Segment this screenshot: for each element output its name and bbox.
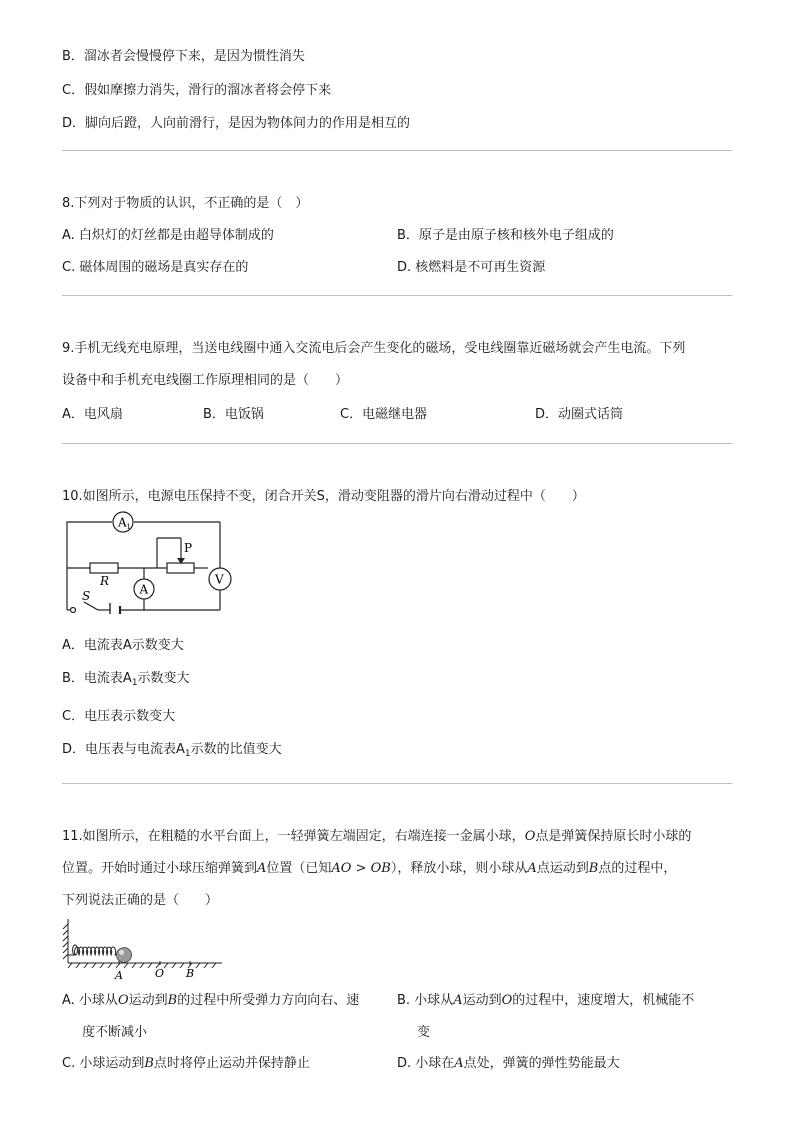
switch-s-label: S — [82, 589, 91, 603]
q11-stem-line3: 下列说法正确的是（ ） — [62, 893, 219, 908]
circuit-diagram — [62, 508, 232, 614]
q11-option-a-line2: 度不断减小 — [82, 1025, 148, 1040]
ammeter-a1-label: A — [118, 515, 127, 530]
point-o-label: O — [155, 967, 165, 980]
q9-option-d: D．动圈式话筒 — [535, 407, 624, 422]
q7-option-d: D．脚向后蹬，人向前滑行，是因为物体间力的作用是相互的 — [62, 116, 411, 131]
q11-stem-line1: 11.如图所示，在粗糙的水平台面上，一轻弹簧左端固定，右端连接一金属小球，O点是弹簧保持原长时小球的 — [62, 829, 692, 844]
q8-option-a: A. 白炽灯的灯丝都是由超导体制成的 — [62, 228, 274, 243]
divider — [62, 295, 732, 296]
q11-stem-line2: 位置。开始时通过小球压缩弹簧到A位置（已知AO > OB），释放小球，则小球从A点运动到B点的过程中， — [62, 861, 677, 876]
point-b-label: B — [186, 967, 195, 980]
q10-option-c: C．电压表示数变大 — [62, 709, 176, 724]
spring-ball-diagram — [62, 915, 222, 981]
divider — [62, 443, 732, 444]
q7-option-c: C．假如摩擦力消失，滑行的溜冰者将会停下来 — [62, 83, 332, 98]
ammeter-a-label: A — [139, 582, 149, 597]
q9-option-a: A．电风扇 — [62, 407, 123, 422]
ammeter-a1-subscript: 1 — [126, 523, 131, 531]
q8-option-b: B．原子是由原子核和核外电子组成的 — [397, 228, 614, 243]
q10-option-b: B．电流表$A_1$示数变大 — [62, 671, 190, 688]
q8-option-d: D. 核燃料是不可再生资源 — [397, 260, 546, 275]
q11-option-b-line2: 变 — [417, 1025, 431, 1040]
q10-stem: 10.如图所示，电源电压保持不变，闭合开关S，滑动变阻器的滑片向右滑动过程中（ ） — [62, 489, 585, 504]
q9-option-c: C．电磁继电器 — [340, 407, 428, 422]
divider — [62, 150, 732, 151]
q9-stem-line1: 9.手机无线充电原理，当送电线圈中通入交流电后会产生变化的磁场，受电线圈靠近磁场就会产生电流。下列 — [62, 341, 686, 356]
point-a-label: A — [115, 969, 123, 981]
q10-option-a: A．电流表A示数变大 — [62, 638, 184, 653]
q11-option-b-line1: B. 小球从A运动到O的过程中，速度增大，机械能不 — [397, 993, 695, 1008]
q9-option-b: B．电饭锅 — [203, 407, 264, 422]
voltmeter-v-label: V — [215, 572, 224, 587]
q7-option-b: B．溜冰者会慢慢停下来，是因为惯性消失 — [62, 49, 305, 64]
resistor-r-label: R — [100, 574, 110, 588]
q9-stem-line2: 设备中和手机充电线圈工作原理相同的是（ ） — [62, 373, 349, 388]
q8-stem: 8.下列对于物质的认识，不正确的是（ ） — [62, 196, 309, 211]
q10-option-d: D．电压表与电流表$A_1$示数的比值变大 — [62, 742, 282, 759]
q11-option-a-line1: A. 小球从O运动到B的过程中所受弹力方向向右、速 — [62, 993, 360, 1008]
q11-option-c: C. 小球运动到B点时将停止运动并保持静止 — [62, 1056, 310, 1071]
divider — [62, 783, 732, 784]
q11-option-d: D. 小球在A点处，弹簧的弹性势能最大 — [397, 1056, 620, 1071]
slider-p-label: P — [184, 541, 193, 555]
q8-option-c: C. 磁体周围的磁场是真实存在的 — [62, 260, 249, 275]
